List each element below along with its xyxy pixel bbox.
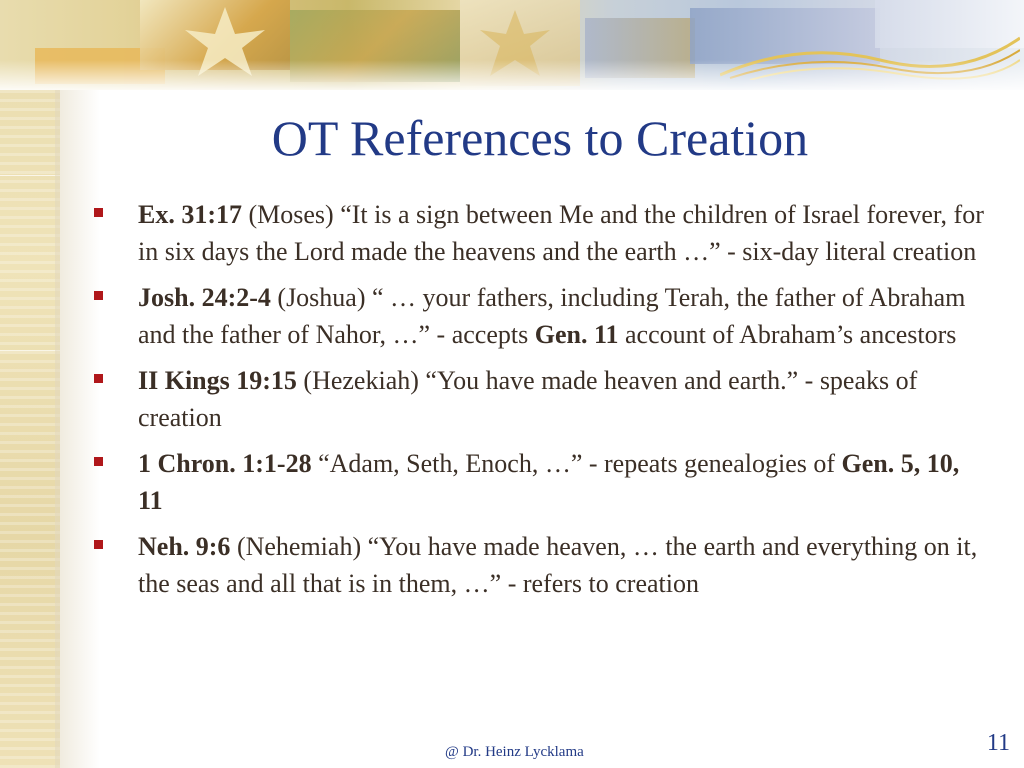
footer-author: @ Dr. Heinz Lycklama <box>445 744 584 760</box>
bullet-body: “Adam, Seth, Enoch, …” - repeats genealogies of <box>311 449 842 478</box>
bullet-text <box>138 532 977 598</box>
bullet-body: account of Abraham’s ancestors <box>618 320 957 349</box>
scripture-reference: Gen. 11 <box>534 320 619 349</box>
bullet-body: (Hezekiah) “You have made heaven and earth.” - speaks of creation <box>138 366 918 432</box>
scripture-reference: Neh. 9:6 <box>138 532 231 561</box>
bullet-text <box>138 449 959 515</box>
square-bullet-icon <box>94 374 103 383</box>
bullet-item <box>90 279 990 353</box>
top-decorative-banner <box>0 0 1024 90</box>
scripture-reference: 1 Chron. 1:1-28 <box>138 449 312 478</box>
scripture-reference: Ex. 31:17 <box>138 200 242 229</box>
banner-fade <box>0 60 1024 90</box>
bullet-item <box>90 445 990 519</box>
slide-number: 11 <box>986 730 1010 756</box>
bullet-body: (Moses) “It is a sign between Me and the children of Israel forever, for in six days the Lord made the heavens and the earth …” - six-day literal creation <box>138 200 984 266</box>
scripture-reference: II Kings 19:15 <box>138 366 297 395</box>
bullet-item <box>90 196 990 270</box>
square-bullet-icon <box>94 208 103 217</box>
bullet-list <box>90 196 990 611</box>
bullet-item <box>90 362 990 436</box>
bullet-body: (Nehemiah) “You have made heaven, … the earth and everything on it, the seas and all that is in them, …” - refers to creation <box>138 532 978 598</box>
square-bullet-icon <box>94 540 103 549</box>
bullet-body: (Joshua) “ … your fathers, including Terah, the father of Abraham and the father of Nahor, …” - accepts <box>138 283 966 349</box>
scripture-reference: Josh. 24:2-4 <box>138 283 271 312</box>
bullet-text <box>138 200 984 266</box>
square-bullet-icon <box>94 291 103 300</box>
bullet-text <box>138 366 917 432</box>
scripture-reference: Gen. 5, 10, 11 <box>138 449 960 515</box>
square-bullet-icon <box>94 457 103 466</box>
bullet-text <box>138 283 965 349</box>
left-decorative-strip <box>0 0 60 768</box>
slide-title: OT References to Creation <box>271 110 809 166</box>
bullet-item <box>90 528 990 602</box>
